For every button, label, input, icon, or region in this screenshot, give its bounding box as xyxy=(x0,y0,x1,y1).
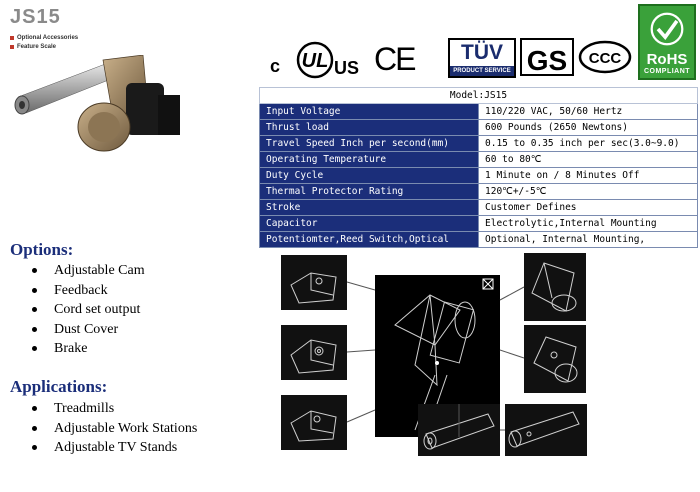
bullet-icon xyxy=(32,327,37,332)
spec-label: Input Voltage xyxy=(260,104,479,120)
cam-cover-closeup xyxy=(281,255,347,310)
spec-label: Duty Cycle xyxy=(260,168,479,184)
spec-label: Potentiomter,Reed Switch,Optical xyxy=(260,232,479,248)
bullet-icon xyxy=(32,406,37,411)
spec-value: Customer Defines xyxy=(479,200,698,216)
spec-label: Operating Temperature xyxy=(260,152,479,168)
list-item xyxy=(32,419,197,439)
svg-text:US: US xyxy=(334,58,360,78)
spec-table xyxy=(259,87,698,248)
list-item xyxy=(32,300,145,320)
spec-value: 600 Pounds (2650 Newtons) xyxy=(479,120,698,136)
option-label: Cord set output xyxy=(54,302,141,317)
legend-item xyxy=(10,44,78,50)
tuv-mark-icon xyxy=(448,38,516,78)
option-label: Adjustable Cam xyxy=(54,263,145,278)
table-row xyxy=(260,136,698,152)
bullet-icon xyxy=(32,445,37,450)
spec-table-header xyxy=(260,88,698,104)
ul-mark-icon xyxy=(270,38,365,80)
motor-end-closeup xyxy=(524,325,586,393)
cam-screw-closeup xyxy=(281,395,347,450)
rohs-mark-icon xyxy=(638,4,696,80)
gear-housing-closeup xyxy=(524,253,586,321)
table-row xyxy=(260,216,698,232)
spec-value: 0.15 to 0.35 inch per sec(3.0~9.0) xyxy=(479,136,698,152)
svg-text:CCC: CCC xyxy=(588,50,622,67)
table-row xyxy=(260,120,698,136)
list-item xyxy=(32,261,145,281)
cam-switch-closeup xyxy=(281,325,347,380)
options-title: Options: xyxy=(10,240,74,259)
table-row xyxy=(260,200,698,216)
spec-label: Thrust load xyxy=(260,120,479,136)
tuv-name: TÜV xyxy=(461,41,503,64)
bullet-icon xyxy=(32,346,37,351)
list-item xyxy=(32,399,197,419)
spec-value: 110/220 VAC, 50/60 Hertz xyxy=(479,104,698,120)
spec-label: Thermal Protector Rating xyxy=(260,184,479,200)
spec-label: Stroke xyxy=(260,200,479,216)
spec-value: 60 to 80℃ xyxy=(479,152,698,168)
legend xyxy=(10,35,78,53)
table-row xyxy=(260,184,698,200)
ccc-mark-icon xyxy=(578,40,632,74)
list-item xyxy=(32,281,145,301)
bullet-icon xyxy=(32,426,37,431)
spec-value: 1 Minute on / 8 Minutes Off xyxy=(479,168,698,184)
spec-label: Capacitor xyxy=(260,216,479,232)
option-label: Dust Cover xyxy=(54,321,119,337)
list-item xyxy=(32,339,145,359)
table-row xyxy=(260,232,698,248)
svg-text:GS: GS xyxy=(526,45,568,76)
option-label: Brake xyxy=(54,341,88,356)
legend-label: Optional Accessories xyxy=(17,35,79,41)
tuv-sub: PRODUCT SERVICE xyxy=(450,66,514,76)
actuator-photo xyxy=(8,55,190,155)
options-list xyxy=(32,261,145,359)
rod-clevis-closeup xyxy=(505,404,587,456)
application-label: Adjustable Work Stations xyxy=(54,420,198,436)
ce-mark-icon: CE xyxy=(374,41,415,77)
applications-list xyxy=(32,399,197,458)
legend-item xyxy=(10,35,78,41)
legend-swatch xyxy=(10,36,14,40)
bullet-icon xyxy=(32,268,37,273)
option-label: Feedback xyxy=(54,282,108,298)
svg-text:c: c xyxy=(270,56,281,76)
spec-label: Travel Speed Inch per second(mm) xyxy=(260,136,479,152)
table-row xyxy=(260,152,698,168)
spec-value: 120℃+/-5℃ xyxy=(479,184,698,200)
table-row xyxy=(260,168,698,184)
spec-value: Optional, Internal Mounting, xyxy=(479,232,698,248)
spec-table-title: Model:JS15 xyxy=(260,88,698,104)
spec-value: Electrolytic,Internal Mounting xyxy=(479,216,698,232)
bullet-icon xyxy=(32,307,37,312)
rohs-sub: COMPLIANT xyxy=(643,68,691,75)
legend-label: Feature Scale xyxy=(17,44,57,50)
legend-swatch xyxy=(10,45,14,49)
bullet-icon xyxy=(32,288,37,293)
model-title: JS15 xyxy=(10,6,61,28)
gs-mark-icon xyxy=(520,38,574,80)
application-label: Treadmills xyxy=(54,401,115,416)
application-label: Adjustable TV Stands xyxy=(54,440,178,455)
applications-title: Applications: xyxy=(10,377,108,396)
table-row xyxy=(260,104,698,120)
svg-text:UL: UL xyxy=(301,50,329,72)
rod-end-closeup xyxy=(418,404,500,456)
list-item xyxy=(32,438,197,458)
rohs-title: RoHS xyxy=(646,51,688,68)
list-item xyxy=(32,320,145,340)
